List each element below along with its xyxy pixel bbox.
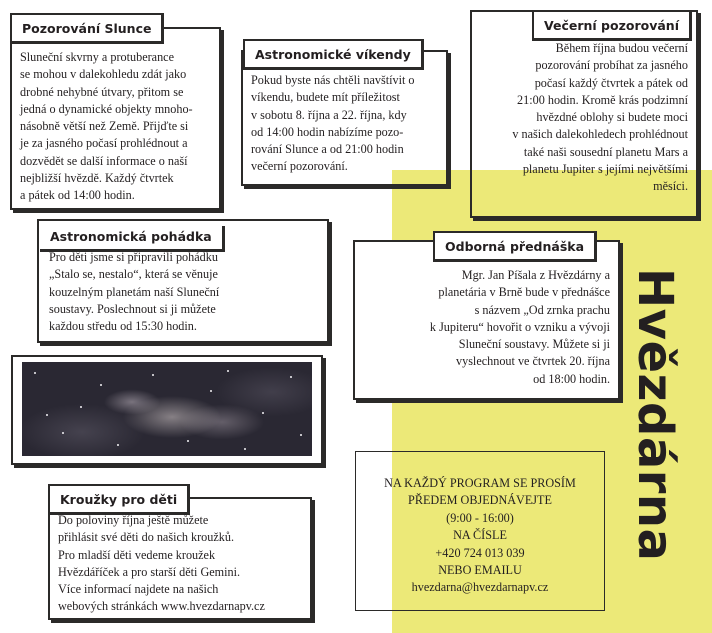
text-line: jedná o dynamické objekty mnoho- [20,101,193,116]
vertical-title: Hvězdárna [627,268,683,562]
text-line: a pátek od 14:00 hodin. [20,188,135,203]
text-line: Pro mladší děti vedeme kroužek [58,547,216,562]
text-line: kouzelným planetám naší Sluneční [49,284,220,299]
fairytale-text [49,249,219,335]
text-line: drobné nehybné útvary, přitom se [20,84,184,99]
text-line: pozorování probíhat za jasného [535,58,688,73]
text-line: večerní pozorování. [251,159,348,174]
text-line: Sluneční skvrny a protuberance [20,50,174,64]
evening-observation-title: Večerní pozorování [532,12,692,41]
weekends-title: Astronomické víkendy [243,39,424,70]
text-line: počasí každý čtvrtek a pátek od [534,75,688,90]
text-line: Hvězdáříček a pro starší děti Gemini. [58,564,241,579]
text-line: se mohou v dalekohledu zdát jako [20,67,187,82]
text-line: NEBO EMAILU [438,563,522,578]
contact-instruction: NA KAŽDÝ PROGRAM SE PROSÍM [384,476,576,490]
text-line: soustavy. Poslechnout si ji můžete [49,301,216,316]
text-line: Více informací najdete na našich [58,582,219,597]
text-line: „Stalo se, nestalo“, která se věnuje [49,267,218,282]
contact-hours: (9:00 - 16:00) [446,510,514,525]
contact-text [355,475,605,597]
clubs-title: Kroužky pro děti [48,484,190,515]
text-line: planetu Jupiter s jejími největšími [522,162,688,177]
contact-phone: +420 724 013 039 [435,545,525,560]
text-line: nejbližší hvězdě. Každý čtvrtek [20,171,174,186]
text-line: 21:00 hodin. Kromě krás podzimní [517,92,688,107]
text-line: Sluneční soustavy. Můžete si ji [458,337,610,352]
text-line: od 14:00 hodin nabízíme pozo- [251,124,404,139]
text-line: k Jupiteru“ hovořit o vzniku a vývoji [429,319,610,334]
text-line: víkendu, budete mít příležitost [251,90,400,105]
text-line: od 18:00 hodin. [533,371,610,386]
text-line: Pokud byste nás chtěli navštívit o [251,73,415,87]
text-line: Do poloviny října ještě můžete [58,513,209,527]
text-line: PŘEDEM OBJEDNÁVEJTE [408,493,552,508]
text-line: přihlásit své děti do našich kroužků. [58,530,235,545]
nebula-image [22,362,312,456]
text-line: NA ČÍSLE [453,528,507,543]
text-line: Během října budou večerní [555,41,688,55]
lecture-text [430,267,610,388]
contact-email: hvezdarna@hvezdarnapv.cz [411,580,549,595]
text-line: měsíci. [653,179,688,194]
text-line: v našich dalekohledech prohlédnout [512,127,688,142]
text-line: dozvědět se další informace o naší [20,153,188,168]
text-line: planetária v Brně bude v přednášce [438,285,610,300]
lecture-title: Odborná přednáška [433,231,597,262]
weekends-text [251,72,415,176]
text-line: rování Slunce a od 21:00 hodin [251,142,404,157]
text-line: Pro děti jsme si připravili pohádku [49,250,218,264]
sun-observation-title: Pozorování Slunce [10,13,164,44]
text-line: s názvem „Od zrnka prachu [474,302,610,317]
clubs-text [58,512,265,616]
text-line: webových stránkách www.hvezdarnapv.cz [58,599,265,614]
text-line: Mgr. Jan Píšala z Hvězdárny a [461,268,610,282]
fairytale-title: Astronomická pohádka [40,226,225,252]
text-line: je za jasného počasí prohlédnout a [20,136,188,151]
text-line: každou středu od 15:30 hodin. [49,319,197,334]
text-line: hvězdné oblohy si budete moci [536,110,688,125]
text-line: v sobotu 8. října a 22. října, kdy [251,107,407,122]
text-line: vyslechnout ve čtvrtek 20. října [456,354,610,369]
text-line: také naši sousední planetu Mars a [523,144,688,159]
text-line: násobně větší než Země. Přijďte si [20,119,189,134]
sun-observation-text [20,49,193,205]
evening-observation-text [512,40,688,196]
